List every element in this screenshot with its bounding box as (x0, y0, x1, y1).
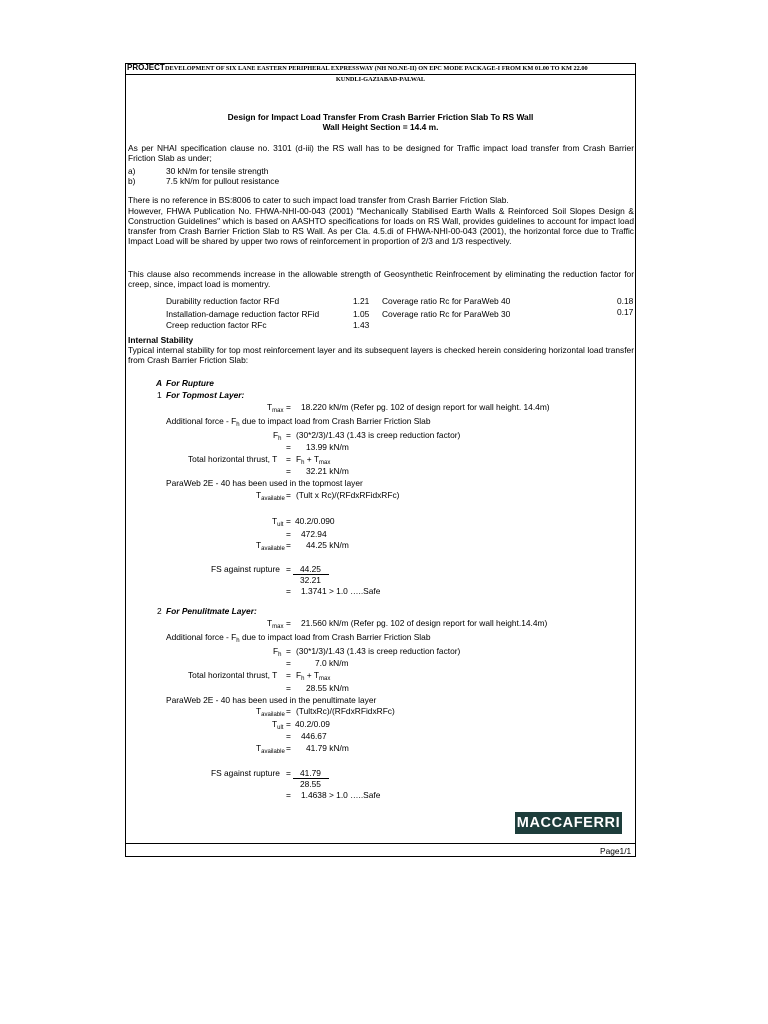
project-label: PROJECT (127, 63, 165, 72)
fh-label: $F_h$ (273, 430, 282, 442)
equals-sign: = (286, 529, 291, 539)
tult-label: $T_{ult}$ (272, 719, 284, 731)
list-item-label: b) (128, 176, 136, 186)
coverage-name: Coverage ratio Rc for ParaWeb 30 (382, 309, 511, 319)
tult-expression: 40.2/0.090 (295, 516, 335, 526)
equals-sign: = (286, 646, 291, 656)
equals-sign: = (286, 790, 291, 800)
equals-sign: = (286, 516, 291, 526)
tavailable-expression: (TultxRc)/(RFdxRFidxRFc) (296, 706, 395, 716)
fs-numerator: 44.25 (300, 564, 321, 574)
tult-result: 446.67 (301, 731, 327, 741)
equals-sign: = (286, 564, 291, 574)
equals-sign: = (286, 540, 291, 550)
equals-sign: = (286, 768, 291, 778)
factor-value: 1.05 (353, 309, 370, 319)
equals-sign: = (286, 490, 291, 500)
subsection-heading: For Topmost Layer: (166, 390, 245, 400)
tmax-value: 21.560 kN/m (Refer pg. 102 of design report for wall height.14.4m) (301, 618, 548, 628)
tavailable-label: $T_{available}$ (256, 706, 285, 718)
factor-value: 1.43 (353, 320, 370, 330)
tavailable-label: $T_{available}$ (256, 490, 285, 502)
section-heading: Internal Stability (128, 335, 194, 345)
equals-sign: = (286, 466, 291, 476)
equals-sign: = (286, 706, 291, 716)
equals-sign: = (286, 719, 291, 729)
equals-sign: = (286, 454, 291, 464)
fs-denominator: 32.21 (300, 575, 321, 585)
fs-result: 1.4638 > 1.0 …..Safe (301, 790, 381, 800)
internal-paragraph: Typical internal stability for top most reinforcement layer and its subsequent layers is checked herein considering horizontal load transfer from Crash Barrier Friction Slab: (128, 345, 634, 365)
tult-label: $T_{ult}$ (272, 516, 284, 528)
subsection-heading: For Penulitmate Layer: (166, 606, 257, 616)
factor-name: Creep reduction factor RFc (166, 320, 267, 330)
fs-label: FS against rupture (211, 564, 280, 574)
fh-label: $F_h$ (273, 646, 282, 658)
list-item-text: 30 kN/m for tensile strength (166, 166, 269, 176)
page-number: Page1/1 (600, 846, 632, 856)
coverage-value: 0.17 (617, 307, 634, 317)
item-number: 1 (157, 390, 162, 400)
list-item-text: 7.5 kN/m for pullout resistance (166, 176, 280, 186)
tavailable-label: $T_{available}$ (256, 540, 285, 552)
fh-expression: (30*2/3)/1.43 (1.43 is creep reduction factor) (296, 430, 461, 440)
section-letter: A (156, 378, 163, 388)
tavailable-value: 41.79 kN/m (306, 743, 349, 753)
equals-sign: = (286, 731, 291, 741)
page-subtitle: Wall Height Section = 14.4 m. (322, 122, 439, 132)
thrust-expression: $F_h + T_{max}$ (296, 670, 331, 682)
item-number: 2 (157, 606, 162, 616)
fh-expression: (30*1/3)/1.43 (1.43 is creep reduction factor) (296, 646, 461, 656)
page-title: Design for Impact Load Transfer From Crash Barrier Friction Slab To RS Wall (227, 112, 534, 122)
fs-label: FS against rupture (211, 768, 280, 778)
bs8006-paragraph: There is no reference in BS:8006 to cater to such impact load transfer from Crash Barrier Friction Slab. (128, 195, 509, 205)
fs-result: 1.3741 > 1.0 …..Safe (301, 586, 381, 596)
equals-sign: = (286, 618, 291, 628)
fh-result: 7.0 kN/m (315, 658, 349, 668)
tmax-label: $T_{max}$ (267, 402, 284, 414)
thrust-result: 28.55 kN/m (306, 683, 349, 693)
coverage-value: 0.18 (617, 296, 634, 306)
equals-sign: = (286, 658, 291, 668)
project-line-1: DEVELOPMENT OF SIX LANE EASTERN PERIPHERAL EXPRESSWAY (NH NO.NE-II) ON EPC MODE PACKAGE-I FROM KM 01.00 TO KM 22.00 (165, 65, 588, 72)
equals-sign: = (286, 743, 291, 753)
footer-divider (125, 843, 636, 844)
equals-sign: = (286, 683, 291, 693)
maccaferri-logo: MACCAFERRI (515, 812, 622, 834)
equals-sign: = (286, 442, 291, 452)
list-item-label: a) (128, 166, 136, 176)
tavailable-expression: (Tult x Rc)/(RFdxRFidxRFc) (296, 490, 400, 500)
tavailable-value: 44.25 kN/m (306, 540, 349, 550)
coverage-name: Coverage ratio Rc for ParaWeb 40 (382, 296, 511, 306)
factor-name: Durability reduction factor RFd (166, 296, 280, 306)
paraweb-line: ParaWeb 2E - 40 has been used in the penultimate layer (166, 695, 377, 705)
factor-value: 1.21 (353, 296, 370, 306)
intro-paragraph: As per NHAI specification clause no. 3101 (d-iii) the RS wall has to be designed for Traffic impact load transfer from Crash Barrier Friction Slab as under; (128, 143, 634, 163)
additional-force-line: Additional force - $F_h$ due to impact load from Crash Barrier Friction Slab (166, 632, 431, 644)
equals-sign: = (286, 586, 291, 596)
equals-sign: = (286, 430, 291, 440)
tmax-label: $T_{max}$ (267, 618, 284, 630)
tult-expression: 40.2/0.09 (295, 719, 330, 729)
additional-force-line: Additional force - $F_h$ due to impact load from Crash Barrier Friction Slab (166, 416, 431, 428)
thrust-label: Total horizontal thrust, T (188, 670, 278, 680)
fs-numerator: 41.79 (300, 768, 321, 778)
tmax-value: 18.220 kN/m (Refer pg. 102 of design report for wall height. 14.4m) (301, 402, 550, 412)
factor-name: Installation-damage reduction factor RFid (166, 309, 320, 319)
fh-result: 13.99 kN/m (306, 442, 349, 452)
equals-sign: = (286, 402, 291, 412)
thrust-result: 32.21 kN/m (306, 466, 349, 476)
fhwa-paragraph: However, FHWA Publication No. FHWA-NHI-00-043 (2001) "Mechanically Stabilised Earth Walls & Reinforced Soil Slopes Design & Construction Guidelines" which is based on AASHTO specifications for loads on RS Wall, provides guidelines to account for impact load transfer from Crash Barrier Friction Slab to RS Wall. As per Cla. 4.5.di of FHWA-NHI-00-043 (2001), the horizontal force due to Traffic Impact Load will be shared by upper two rows of reinforcement in proportion of 2/3 and 1/3 respectively. (128, 206, 634, 246)
project-line-2: KUNDLI-GAZIABAD-PALWAL (335, 76, 426, 83)
fs-denominator: 28.55 (300, 779, 321, 789)
tult-result: 472.94 (301, 529, 327, 539)
thrust-expression: $F_h + T_{max}$ (296, 454, 331, 466)
equals-sign: = (286, 670, 291, 680)
tavailable-label: $T_{available}$ (256, 743, 285, 755)
section-heading: For Rupture (166, 378, 214, 388)
paraweb-line: ParaWeb 2E - 40 has been used in the topmost layer (166, 478, 363, 488)
clause-paragraph: This clause also recommends increase in the allowable strength of Geosynthetic Reinfrocement by eliminating the reduction factor for creep, since, impact load is momentry. (128, 269, 634, 289)
thrust-label: Total horizontal thrust, T (188, 454, 278, 464)
